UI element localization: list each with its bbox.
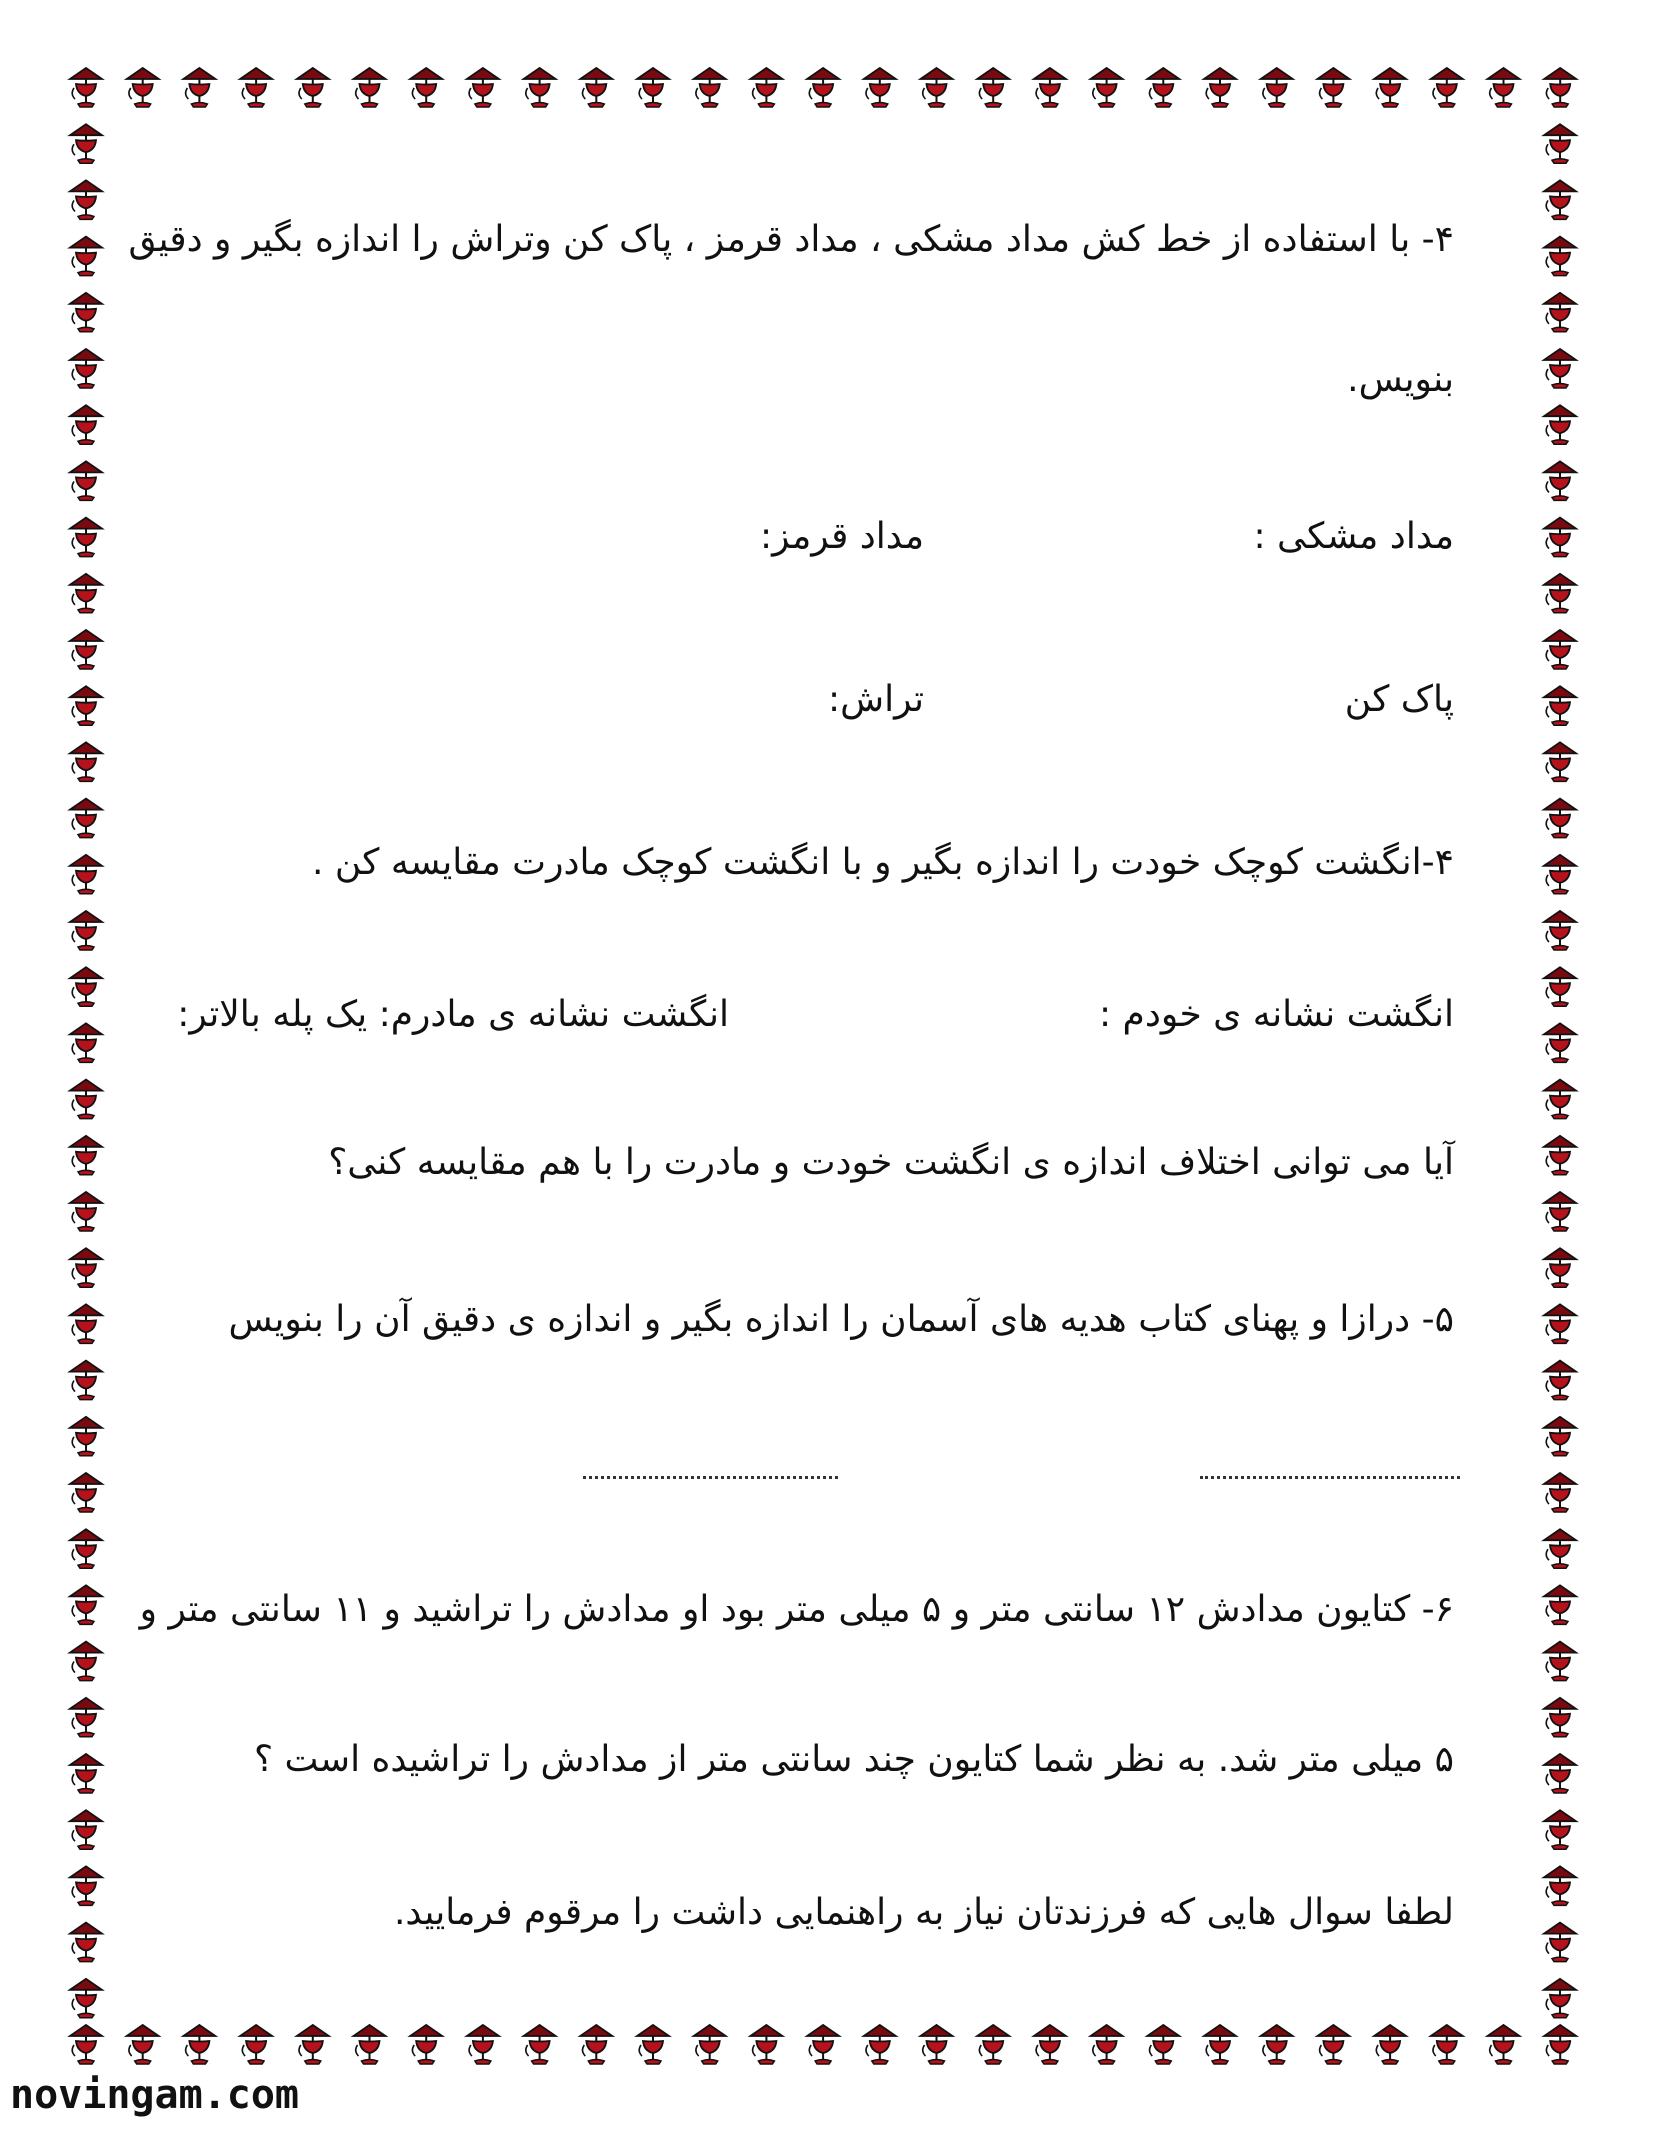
goblet-icon: [127, 2025, 159, 2064]
goblet-icon: [1544, 799, 1576, 838]
goblet-icon: [70, 293, 102, 332]
goblet-icon: [1204, 68, 1236, 107]
goblet-icon: [183, 68, 215, 107]
question-4b-compare: آیا می توانی اختلاف اندازه ی انگشت خودت و مادرت را با هم مقایسه کنی؟: [328, 1142, 1454, 1183]
goblet-icon: [240, 68, 272, 107]
goblet-icon: [864, 2025, 896, 2064]
goblet-icon: [127, 68, 159, 107]
goblet-icon: [1544, 1698, 1576, 1737]
goblet-icon: [1544, 1529, 1576, 1568]
red-pencil-label: مداد قرمز:: [759, 516, 924, 557]
goblet-icon: [70, 1361, 102, 1400]
goblet-icon: [467, 2025, 499, 2064]
question-4b-text: ۴-انگشت کوچک خودت را اندازه بگیر و با انگشت کوچک مادرت مقایسه کن .: [311, 842, 1454, 883]
goblet-icon: [1147, 68, 1179, 107]
goblet-icon: [637, 68, 669, 107]
goblet-icon: [1544, 1979, 1576, 2018]
goblet-icon: [1544, 630, 1576, 669]
goblet-icon: [1544, 180, 1576, 219]
goblet-icon: [70, 1417, 102, 1456]
goblet-icon: [1544, 1192, 1576, 1231]
goblet-icon: [1544, 1642, 1576, 1681]
goblet-icon: [240, 2025, 272, 2064]
goblet-icon: [1261, 2025, 1293, 2064]
answer-blank-2: [583, 1476, 838, 1479]
question-5-text: ۵- درازا و پهنای کتاب هدیه های آسمان را اندازه بگیر و اندازه ی دقیق آن را بنویس: [228, 1299, 1454, 1340]
goblet-icon: [637, 2025, 669, 2064]
goblet-icon: [1544, 1248, 1576, 1287]
question-4a-line-1: ۴- با استفاده از خط کش مداد مشکی ، مداد قرمز ، پاک کن وتراش را اندازه بگیر و دقیق: [128, 219, 1454, 260]
site-watermark: novingam.com: [10, 2072, 299, 2118]
goblet-icon: [1544, 1585, 1576, 1624]
goblet-icon: [1544, 1810, 1576, 1849]
goblet-icon: [1317, 68, 1349, 107]
goblet-icon: [70, 1979, 102, 2018]
goblet-icon: [70, 1529, 102, 1568]
goblet-icon: [1431, 2025, 1463, 2064]
goblet-icon: [70, 799, 102, 838]
goblet-icon: [1544, 461, 1576, 500]
goblet-icon: [807, 2025, 839, 2064]
goblet-icon: [1544, 855, 1576, 894]
goblet-icon: [183, 2025, 215, 2064]
goblet-icon: [70, 1136, 102, 1175]
goblet-icon: [1544, 1080, 1576, 1119]
goblet-icon: [70, 855, 102, 894]
goblet-icon: [1544, 1754, 1576, 1793]
mother-finger-label: انگشت نشانه ی مادرم: یک پله بالاتر:: [177, 994, 729, 1035]
goblet-icon: [1544, 686, 1576, 725]
goblet-icon: [70, 1304, 102, 1343]
question-4a-line-2: بنویس.: [1347, 359, 1454, 400]
goblet-icon: [297, 2025, 329, 2064]
goblet-icon: [1544, 293, 1576, 332]
goblet-icon: [1091, 2025, 1123, 2064]
goblet-icon: [70, 237, 102, 276]
goblet-icon: [70, 1192, 102, 1231]
goblet-icon: [524, 2025, 556, 2064]
goblet-icon: [1544, 1473, 1576, 1512]
goblet-icon: [70, 124, 102, 163]
goblet-icon: [1374, 2025, 1406, 2064]
goblet-icon: [1544, 349, 1576, 388]
goblet-icon: [70, 630, 102, 669]
goblet-icon: [1431, 68, 1463, 107]
goblet-icon: [1034, 68, 1066, 107]
goblet-icon: [524, 68, 556, 107]
goblet-icon: [1544, 1136, 1576, 1175]
answer-blank-1: [1200, 1476, 1460, 1479]
goblet-icon: [70, 1810, 102, 1849]
goblet-icon: [70, 1754, 102, 1793]
goblet-icon: [1544, 405, 1576, 444]
goblet-icon: [70, 2025, 102, 2064]
goblet-icon: [1261, 68, 1293, 107]
goblet-icon: [1544, 1361, 1576, 1400]
my-finger-label: انگشت نشانه ی خودم :: [1098, 994, 1454, 1035]
goblet-icon: [1544, 1417, 1576, 1456]
goblet-icon: [70, 1473, 102, 1512]
goblet-icon: [1147, 2025, 1179, 2064]
goblet-icon: [694, 68, 726, 107]
goblet-icon: [70, 911, 102, 950]
goblet-icon: [70, 574, 102, 613]
goblet-icon: [1544, 1023, 1576, 1062]
goblet-icon: [977, 68, 1009, 107]
question-6-line-2: ۵ میلی متر شد. به نظر شما کتایون چند سانتی متر از مدادش را تراشیده است ؟: [254, 1739, 1454, 1780]
question-6-line-1: ۶- کتایون مدادش ۱۲ سانتی متر و ۵ میلی متر بود او مدادش را تراشید و ۱۱ سانتی متر و: [139, 1589, 1454, 1630]
goblet-icon: [70, 1023, 102, 1062]
goblet-icon: [70, 405, 102, 444]
goblet-icon: [70, 686, 102, 725]
goblet-icon: [807, 68, 839, 107]
goblet-icon: [694, 2025, 726, 2064]
goblet-icon: [70, 1585, 102, 1624]
goblet-icon: [1544, 518, 1576, 557]
goblet-icon: [750, 68, 782, 107]
parent-note: لطفا سوال هایی که فرزندتان نیاز به راهنمایی داشت را مرقوم فرمایید.: [393, 1892, 1454, 1933]
sharpener-label: تراش:: [828, 679, 924, 720]
goblet-icon: [1544, 1923, 1576, 1962]
goblet-icon: [1317, 2025, 1349, 2064]
goblet-icon: [1034, 2025, 1066, 2064]
goblet-icon: [70, 1080, 102, 1119]
black-pencil-label: مداد مشکی :: [1253, 516, 1454, 557]
goblet-icon: [70, 461, 102, 500]
goblet-icon: [70, 1923, 102, 1962]
goblet-icon: [1544, 68, 1576, 107]
eraser-label: پاک کن: [1344, 679, 1454, 720]
goblet-icon: [410, 68, 442, 107]
goblet-icon: [70, 967, 102, 1006]
goblet-icon: [70, 518, 102, 557]
goblet-icon: [864, 68, 896, 107]
goblet-icon: [70, 68, 102, 107]
goblet-icon: [1544, 911, 1576, 950]
goblet-icon: [921, 68, 953, 107]
goblet-icon: [1544, 574, 1576, 613]
goblet-icon: [1544, 967, 1576, 1006]
goblet-icon: [977, 2025, 1009, 2064]
goblet-icon: [70, 1698, 102, 1737]
goblet-icon: [1544, 1304, 1576, 1343]
goblet-icon: [1544, 742, 1576, 781]
goblet-icon: [467, 68, 499, 107]
goblet-icon: [70, 742, 102, 781]
goblet-icon: [580, 2025, 612, 2064]
goblet-icon: [70, 349, 102, 388]
goblet-icon: [70, 180, 102, 219]
goblet-icon: [70, 1866, 102, 1905]
goblet-icon: [1374, 68, 1406, 107]
goblet-icon: [1488, 2025, 1520, 2064]
goblet-icon: [70, 1642, 102, 1681]
goblet-icon: [750, 2025, 782, 2064]
goblet-icon: [1204, 2025, 1236, 2064]
goblet-icon: [1544, 124, 1576, 163]
goblet-icon: [354, 2025, 386, 2064]
goblet-icon: [410, 2025, 442, 2064]
goblet-icon: [297, 68, 329, 107]
goblet-icon: [354, 68, 386, 107]
goblet-icon: [580, 68, 612, 107]
goblet-icon: [70, 1248, 102, 1287]
goblet-icon: [1091, 68, 1123, 107]
goblet-icon: [921, 2025, 953, 2064]
goblet-icon: [1544, 1866, 1576, 1905]
goblet-icon: [1544, 237, 1576, 276]
goblet-icon: [1488, 68, 1520, 107]
goblet-icon: [1544, 2025, 1576, 2064]
